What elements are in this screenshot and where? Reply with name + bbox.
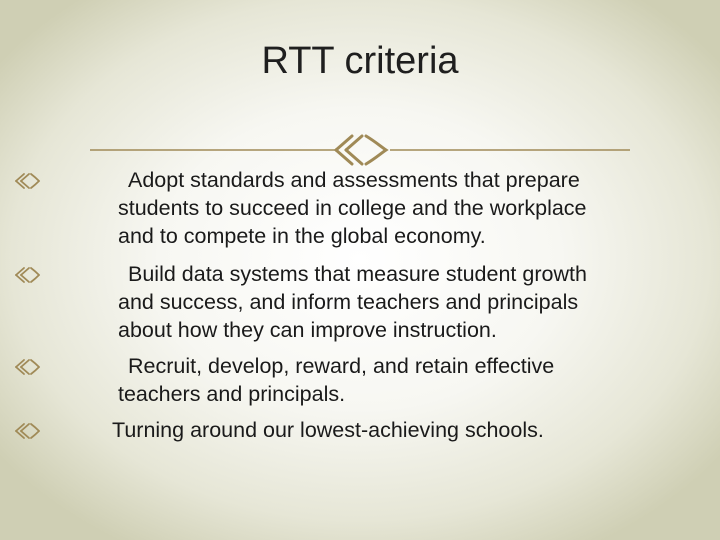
swash-arrow-ornament-icon [336,136,386,164]
bullet-line: students to succeed in college and the workplace [118,196,587,220]
title-divider [90,132,630,168]
bullet-text-3-cont [118,380,345,408]
bullet-line: Adopt standards and assessments that prepare [128,168,580,192]
bullet-text-4 [112,416,544,444]
bullet-line: Turning around our lowest-achieving schools. [112,418,544,442]
bullet-text-1 [128,166,580,194]
bullet-line: about how they can improve instruction. [118,318,497,342]
bullet-line: and success, and inform teachers and principals [118,290,579,314]
bullet-text-2-cont [118,288,578,344]
slide-title: RTT criteria [261,40,459,82]
bullet-text-3 [128,352,554,380]
bullet-line: Recruit, develop, reward, and retain effective [128,354,555,378]
swash-arrow-bullet-icon [14,171,40,191]
swash-arrow-bullet-icon [14,357,40,377]
bullet-text-2 [128,260,587,288]
swash-arrow-bullet-icon [14,265,40,285]
bullet-line: teachers and principals. [118,382,346,406]
bullet-line: Build data systems that measure student growth [128,262,587,286]
bullet-line: and to compete in the global economy. [118,224,486,248]
swash-arrow-bullet-icon [14,421,40,441]
bullet-text-1-cont [118,194,587,250]
